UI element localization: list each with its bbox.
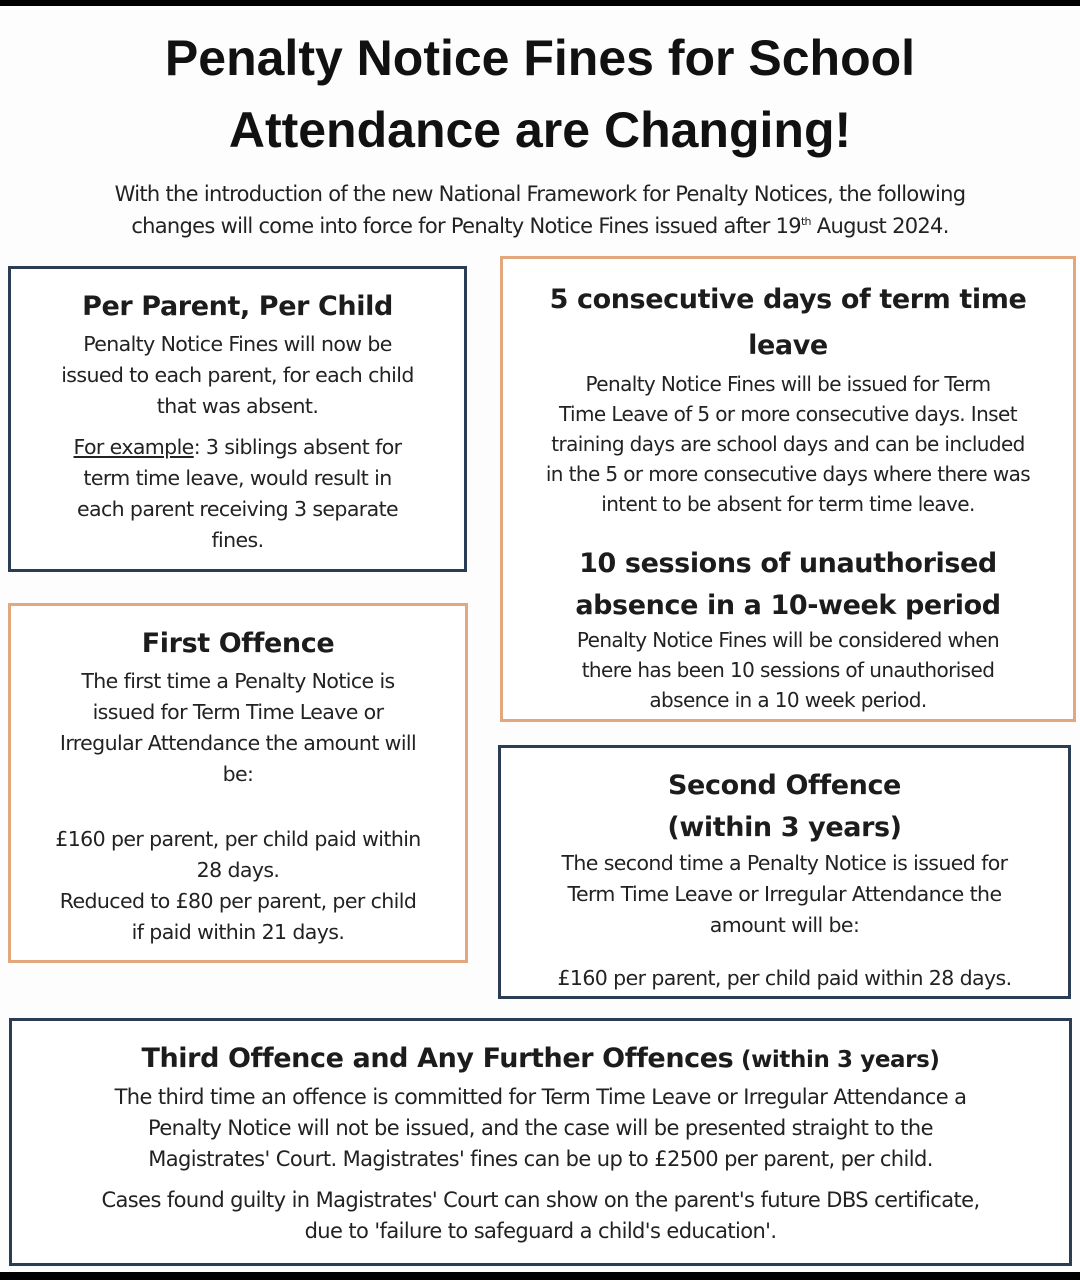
notice-page — [0, 6, 1080, 1272]
page-title-line-1: Penalty Notice Fines for School — [164, 30, 916, 86]
five-days-heading-line-2: leave — [748, 330, 828, 361]
per-parent-example-line — [11, 432, 464, 463]
intro-line-1: With the introduction of the new National Framework for Penalty Notices, the following — [114, 182, 966, 206]
ten-sessions-text-line: Penalty Notice Fines will be considered when — [576, 628, 1000, 652]
per-parent-example-line: fines. — [211, 528, 264, 552]
ten-sessions-heading-line-1: 10 sessions of unauthorised — [579, 548, 997, 579]
page-title-line-2: Attendance are Changing! — [228, 102, 852, 158]
first-offence-amount-line: £160 per parent, per child paid within — [55, 827, 421, 851]
third-offence-box — [9, 1018, 1072, 1266]
per-parent-example-line: term time leave, would result in — [83, 466, 392, 490]
second-offence-text-line: amount will be: — [709, 913, 860, 937]
third-offence-heading-main: Third Offence and Any Further Offences — [141, 1043, 734, 1074]
per-parent-text-line: issued to each parent, for each child — [61, 363, 414, 387]
five-days-text-line: in the 5 or more consecutive days where there was — [545, 462, 1031, 486]
per-parent-text-line: that was absent. — [156, 394, 319, 418]
page-title — [0, 22, 1080, 166]
second-offence-amount: £160 per parent, per child paid within 28 days. — [557, 966, 1012, 990]
example-rest: : 3 siblings absent for — [193, 435, 402, 459]
third-offence-dbs-line: Cases found guilty in Magistrates' Court can show on the parent's future DBS certificate, — [101, 1188, 980, 1212]
first-offence-text-line: The first time a Penalty Notice is — [81, 669, 395, 693]
per-parent-example-line: each parent receiving 3 separate — [76, 497, 399, 521]
intro-line-2-start: changes will come into force for Penalty Notice Fines issued after 19 — [131, 214, 801, 238]
third-offence-text-line: The third time an offence is committed for Term Time Leave or Irregular Attendance a — [114, 1085, 967, 1109]
third-offence-heading — [12, 1039, 1069, 1080]
first-offence-text-line: be: — [222, 762, 254, 786]
ten-sessions-text-line: absence in a 10 week period. — [649, 688, 927, 712]
per-parent-heading: Per Parent, Per Child — [82, 291, 393, 322]
intro-line-2-end: August 2024. — [810, 214, 949, 238]
five-days-text-line: Penalty Notice Fines will be issued for Term — [585, 372, 991, 396]
ten-sessions-heading-line-2: absence in a 10-week period — [575, 590, 1001, 621]
example-label: For example — [73, 435, 194, 459]
five-days-text-line: training days are school days and can be included — [551, 432, 1025, 456]
first-offence-text-line: Irregular Attendance the amount will — [59, 731, 417, 755]
intro-ordinal-suffix: th — [800, 215, 811, 228]
first-offence-amount-line: if paid within 21 days. — [131, 920, 345, 944]
second-offence-heading-line-1: Second Offence — [668, 770, 901, 801]
third-offence-dbs-line: due to 'failure to safeguard a child's education'. — [304, 1219, 777, 1243]
third-offence-text-line: Magistrates' Court. Magistrates' fines can be up to £2500 per parent, per child. — [148, 1147, 933, 1171]
intro-text — [30, 178, 1050, 242]
second-offence-box — [498, 745, 1071, 999]
five-days-heading-line-1: 5 consecutive days of term time — [549, 284, 1027, 315]
third-offence-heading-suffix: (within 3 years) — [733, 1047, 940, 1073]
per-parent-text-line: Penalty Notice Fines will now be — [83, 332, 392, 356]
five-days-text-line: Time Leave of 5 or more consecutive days. Inset — [559, 402, 1017, 426]
first-offence-amount-line: Reduced to £80 per parent, per child — [59, 889, 417, 913]
first-offence-text-line: issued for Term Time Leave or — [92, 700, 384, 724]
third-offence-text-line: Penalty Notice will not be issued, and the case will be presented straight to the — [148, 1116, 933, 1140]
per-parent-box — [8, 266, 467, 572]
second-offence-text-line: Term Time Leave or Irregular Attendance the — [567, 882, 1002, 906]
first-offence-box — [8, 603, 468, 963]
second-offence-heading-line-2: (within 3 years) — [667, 812, 902, 843]
first-offence-heading: First Offence — [141, 628, 335, 659]
five-days-text-line: intent to be absent for term time leave. — [601, 492, 975, 516]
second-offence-text-line: The second time a Penalty Notice is issued for — [561, 851, 1008, 875]
term-time-leave-box — [500, 256, 1076, 722]
first-offence-amount-line: 28 days. — [196, 858, 280, 882]
ten-sessions-text-line: there has been 10 sessions of unauthorised — [581, 658, 995, 682]
intro-line-2 — [30, 210, 1050, 242]
